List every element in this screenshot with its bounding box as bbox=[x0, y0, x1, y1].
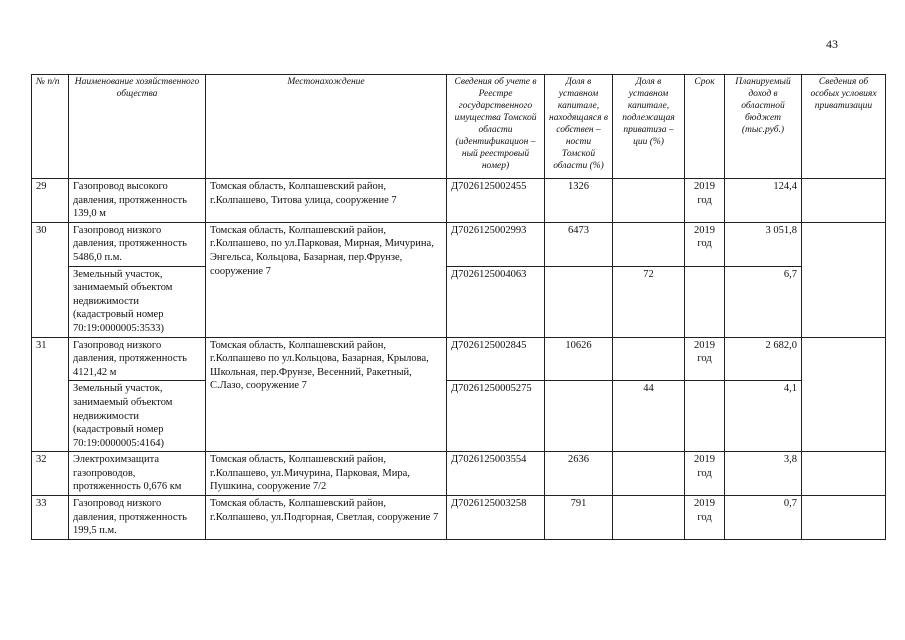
cell-share-owned: 1326 bbox=[545, 179, 613, 223]
cell-share-owned bbox=[545, 381, 613, 452]
table-row bbox=[32, 496, 886, 540]
cell-location: Томская область, Колпашевский район, г.Колпашево, Титова улица, сооружение 7 bbox=[206, 179, 447, 223]
cell-name: Газопровод низкого давления, протяженность 4121,42 м bbox=[69, 337, 206, 381]
table-row bbox=[32, 452, 886, 496]
cell-name: Электрохимзащита газопроводов, протяженность 0,676 км bbox=[69, 452, 206, 496]
cell-term: 2019 год bbox=[685, 452, 725, 496]
header-registry: Сведения об учете в Реестре государственного имущества Томской области (идентификацион – ный реестровый номер) bbox=[447, 75, 545, 179]
cell-share-owned bbox=[545, 266, 613, 337]
cell-location: Томская область, Колпашевский район, г.Колпашево, ул.Мичурина, Парковая, Мира, Пушкина, сооружение 7/2 bbox=[206, 452, 447, 496]
header-income: Планируемый доход в областной бюджет (тыс.руб.) bbox=[725, 75, 802, 179]
cell-income: 6,7 bbox=[725, 266, 802, 337]
cell-registry: Д70261250005275 bbox=[447, 381, 545, 452]
cell-share-owned: 6473 bbox=[545, 222, 613, 266]
page-number: 43 bbox=[826, 37, 838, 51]
cell-income: 2 682,0 bbox=[725, 337, 802, 381]
cell-conditions bbox=[802, 179, 886, 223]
header-share-owned: Доля в уставном капитале, находящаяся в собствен – ности Томской области (%) bbox=[545, 75, 613, 179]
cell-term: 2019 год bbox=[685, 222, 725, 266]
header-name: Наименование хозяйственного общества bbox=[69, 75, 206, 179]
cell-name: Земельный участок, занимаемый объектом недвижимости (кадастровый номер 70:19:0000005:4164) bbox=[69, 381, 206, 452]
header-location: Местонахождение bbox=[206, 75, 447, 179]
table-row bbox=[32, 381, 886, 452]
cell-name: Земельный участок, занимаемый объектом недвижимости (кадастровый номер 70:19:0000005:3533) bbox=[69, 266, 206, 337]
cell-share-privatized: 44 bbox=[613, 381, 685, 452]
table-row bbox=[32, 337, 886, 381]
cell-registry: Д7026125002455 bbox=[447, 179, 545, 223]
header-term: Срок bbox=[685, 75, 725, 179]
cell-share-privatized: 72 bbox=[613, 266, 685, 337]
cell-registry: Д7026125002845 bbox=[447, 337, 545, 381]
header-num: № п/п bbox=[32, 75, 69, 179]
table-row bbox=[32, 179, 886, 223]
cell-registry: Д7026125003258 bbox=[447, 496, 545, 540]
cell-num: 32 bbox=[32, 452, 69, 496]
cell-term: 2019 год bbox=[685, 179, 725, 223]
cell-income: 3,8 bbox=[725, 452, 802, 496]
header-conditions: Сведения об особых условиях приватизации bbox=[802, 75, 886, 179]
cell-location: Томская область, Колпашевский район, г.Колпашево, по ул.Парковая, Мирная, Мичурина, Энгельса, Кольцова, Базарная, пер.Фрунзе, сооружение 7 bbox=[206, 222, 447, 337]
cell-term: 2019 год bbox=[685, 496, 725, 540]
cell-name: Газопровод высокого давления, протяженность 139,0 м bbox=[69, 179, 206, 223]
cell-term bbox=[685, 381, 725, 452]
cell-share-privatized bbox=[613, 222, 685, 266]
header-share-privatized: Доля в уставном капитале, подлежащая приватиза – ции (%) bbox=[613, 75, 685, 179]
cell-registry: Д7026125002993 bbox=[447, 222, 545, 266]
cell-name: Газопровод низкого давления, протяженность 5486,0 п.м. bbox=[69, 222, 206, 266]
cell-income: 124,4 bbox=[725, 179, 802, 223]
cell-share-privatized bbox=[613, 179, 685, 223]
cell-income: 0,7 bbox=[725, 496, 802, 540]
cell-share-privatized bbox=[613, 337, 685, 381]
cell-conditions bbox=[802, 337, 886, 452]
cell-share-privatized bbox=[613, 496, 685, 540]
cell-conditions bbox=[802, 496, 886, 540]
cell-share-owned: 2636 bbox=[545, 452, 613, 496]
cell-num: 33 bbox=[32, 496, 69, 540]
cell-name: Газопровод низкого давления, протяженность 199,5 п.м. bbox=[69, 496, 206, 540]
header-row bbox=[32, 75, 886, 179]
privatization-table bbox=[31, 74, 886, 540]
cell-share-privatized bbox=[613, 452, 685, 496]
table-row bbox=[32, 266, 886, 337]
cell-registry: Д7026125003554 bbox=[447, 452, 545, 496]
cell-conditions bbox=[802, 452, 886, 496]
cell-num: 30 bbox=[32, 222, 69, 337]
cell-conditions bbox=[802, 222, 886, 337]
cell-location: Томская область, Колпашевский район, г.Колпашево, ул.Подгорная, Светлая, сооружение 7 bbox=[206, 496, 447, 540]
cell-num: 31 bbox=[32, 337, 69, 452]
cell-share-owned: 10626 bbox=[545, 337, 613, 381]
cell-num: 29 bbox=[32, 179, 69, 223]
table-row bbox=[32, 222, 886, 266]
cell-share-owned: 791 bbox=[545, 496, 613, 540]
cell-term bbox=[685, 266, 725, 337]
cell-term: 2019 год bbox=[685, 337, 725, 381]
cell-income: 3 051,8 bbox=[725, 222, 802, 266]
cell-income: 4,1 bbox=[725, 381, 802, 452]
cell-registry: Д7026125004063 bbox=[447, 266, 545, 337]
cell-location: Томская область, Колпашевский район, г.Колпашево по ул.Кольцова, Базарная, Крылова, Школьная, пер.Фрунзе, Весенний, Ракетный, С.Лазо, сооружение 7 bbox=[206, 337, 447, 452]
